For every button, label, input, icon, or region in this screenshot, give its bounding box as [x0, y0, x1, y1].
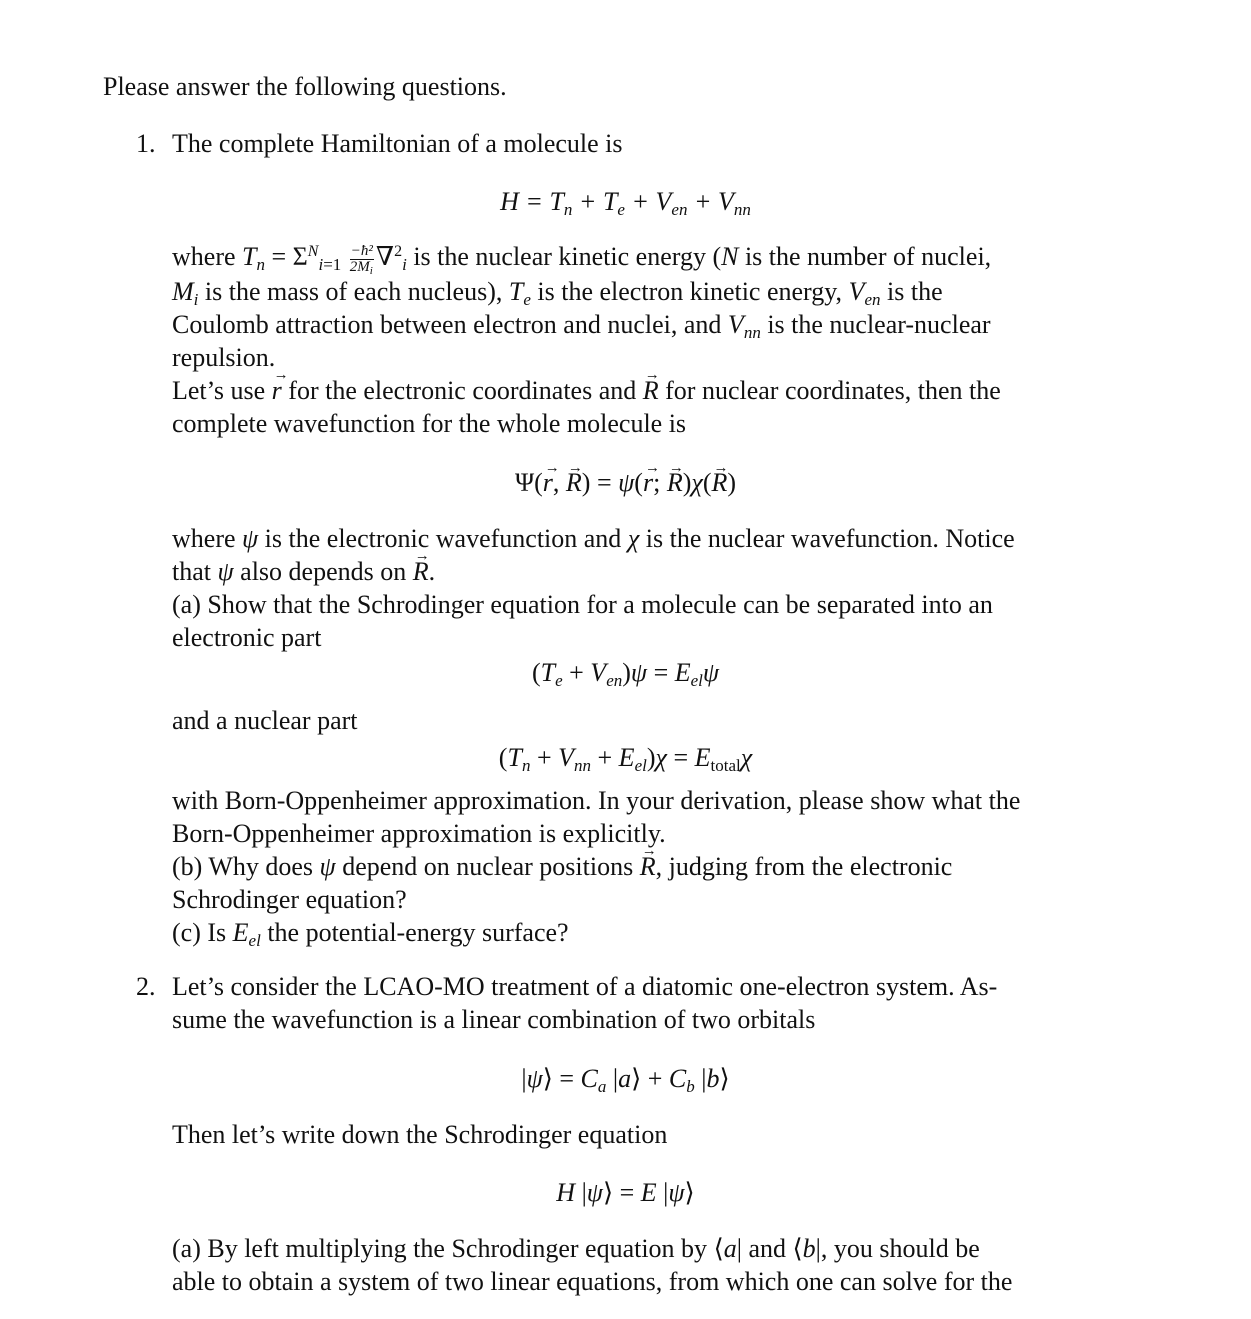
then-text: Then let’s write down the Schrodinger equation: [172, 1120, 668, 1149]
nuclear-part-label: and a nuclear part: [172, 706, 358, 735]
instructions: Please answer the following questions.: [103, 72, 507, 101]
hamiltonian-equation: $H = T_n + T_e + V_{en} + V_{nn}$: [500, 187, 751, 219]
born-oppenheimer-text: with Born-Oppenheimer approximation. In your derivation, please show what the Born-Oppenheimer approximation is explicitly. (b) Why does ψ depend on nuclear positions R →, judging from the electronic Schrodinger equation? (c) Is $E_{el}$ the potential-energy surface?: [172, 784, 1058, 949]
question-2-stem: Let’s consider the LCAO-MO treatment of a diatomic one-electron system. As- sume the wavefunction is a linear combination of two orbitals: [172, 972, 998, 1034]
nuclear-equation: $(T_n + V_{nn} + E_{el})\chi = E_{total}\chi$: [498, 743, 753, 775]
question-1-number: 1.: [136, 129, 156, 158]
question-1-stem: The complete Hamiltonian of a molecule is: [172, 129, 623, 158]
question-2-number: 2.: [136, 972, 156, 1001]
part-a-text: (a) Show that the Schrodinger equation for a molecule can be separated into an: [172, 590, 993, 619]
wavefunction-equation: Ψ(r →, R →) = ψ(r →; R →)χ(R →): [0, 466, 1251, 500]
part-b-text: (b) Why does ψ depend on nuclear positions R →, judging from the electronic: [172, 850, 1058, 883]
question-2-part-a: (a) By left multiplying the Schrodinger equation by ⟨a| and ⟨b|, you should be able to obtain a system of two linear equations, from which one can solve for the: [172, 1234, 1013, 1296]
schrodinger-equation: H |ψ⟩ = E |ψ⟩: [556, 1178, 695, 1207]
lcao-equation: |ψ⟩ = $C_a$ |a⟩ + $C_b$ |b⟩: [521, 1064, 730, 1096]
hamiltonian-definitions: where $T_n = \Sigma^N_{i=1}$ $\frac{\text{−ħ²}}{2M_i}$ ∇$^2_i$ is the nuclear kinetic energy (N is the number of nuclei, $M_i$ is the mass of each nucleus), $T_e$ is the electron kinetic energy, $V_{en}$ is the Coulomb attraction between electron and nuclei, and $V_{nn}$ is the nuclear-nuclear repulsion. Let’s use r → for the electronic coordinates and R → for nuclear coordinates, then the complete wavefunction for the whole molecule is: [172, 240, 1058, 440]
electronic-equation: $(T_e + V_{en})\psi = E_{el}\psi$: [531, 658, 720, 690]
part-c-text: (c) Is $E_{el}$ the potential-energy surface?: [172, 918, 569, 950]
wavefunction-explanation: where ψ is the electronic wavefunction and χ is the nuclear wavefunction. Notice that ψ also depends on R →. (a) Show that the Schrodinger equation for a molecule can be separated into an electronic part: [172, 522, 1058, 654]
